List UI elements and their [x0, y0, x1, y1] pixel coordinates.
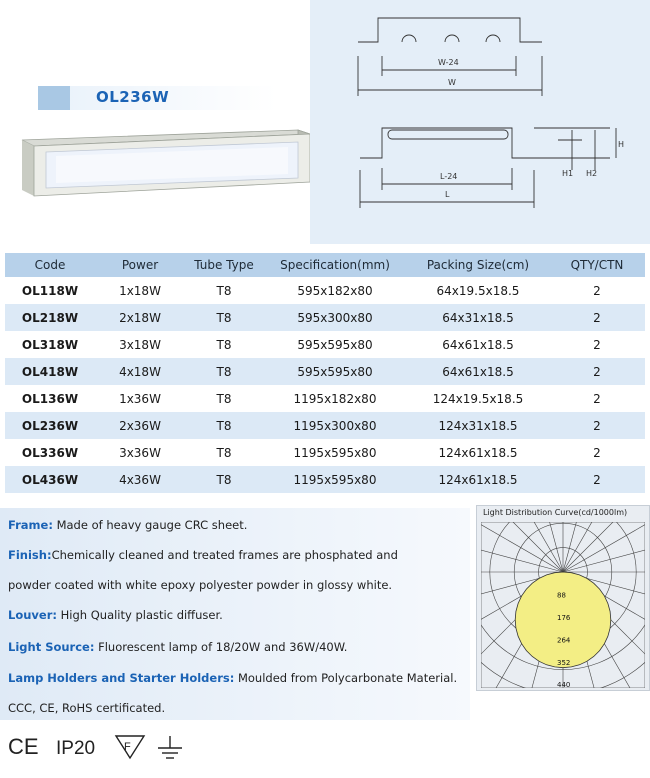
- certification-line: CCC, CE, RoHS certificated.: [8, 701, 166, 715]
- cell-code: OL418W: [5, 358, 95, 385]
- dim-label-h: H: [618, 140, 625, 149]
- col-header-power: Power: [95, 253, 185, 277]
- ce-mark-icon: CE: [8, 734, 39, 759]
- ground-symbol-icon: [158, 736, 182, 758]
- cell-qty: 2: [593, 445, 601, 460]
- dim-label-w24: W-24: [438, 58, 459, 67]
- cell-code: OL336W: [21, 445, 79, 460]
- polar-spoke: [563, 518, 649, 572]
- col-header-packing-size: Packing Size(cm): [407, 253, 549, 277]
- cell-code: OL436W: [5, 466, 95, 493]
- polar-ring-label: 264: [557, 636, 571, 645]
- cell-packing-size: 124x19.5x18.5: [432, 391, 524, 406]
- holders-text: Moulded from Polycarbonate Material.: [234, 671, 458, 685]
- dim-label-h2: H2: [586, 169, 598, 178]
- cell-power: 1x18W: [119, 283, 161, 298]
- cell-tube-type: T8: [216, 391, 232, 406]
- cell-power: 2x36W: [95, 412, 185, 439]
- cell-qty: 2: [549, 412, 645, 439]
- cell-specification: 1195x595x80: [293, 445, 377, 460]
- col-header-code: Code: [5, 253, 95, 277]
- polar-spoke: [563, 518, 649, 572]
- frame-label: Frame:: [8, 518, 53, 532]
- cell-tube-type: T8: [185, 358, 263, 385]
- tube-sockets: [402, 35, 500, 42]
- polar-ring-label: 88: [557, 591, 566, 600]
- cell-specification: 1195x595x80: [263, 466, 407, 493]
- cell-code: OL218W: [5, 304, 95, 331]
- dim-label-h1: H1: [562, 169, 574, 178]
- cell-specification: 1195x182x80: [293, 391, 377, 406]
- cell-power: 4x36W: [95, 466, 185, 493]
- cell-packing-size: 64x31x18.5: [407, 304, 549, 331]
- louver-label: Louver:: [8, 608, 57, 622]
- ip20-label: IP20: [56, 738, 96, 759]
- cell-power: 3x36W: [119, 445, 161, 460]
- spec-table: [5, 253, 645, 493]
- table-row: [5, 385, 645, 412]
- polar-spoke: [477, 518, 563, 572]
- cell-code: OL136W: [21, 391, 79, 406]
- finish-line: [8, 548, 398, 562]
- cell-packing-size: 64x19.5x18.5: [436, 283, 520, 298]
- certification-marks: [8, 732, 208, 762]
- cell-qty: 2: [549, 466, 645, 493]
- table-row: [5, 358, 645, 385]
- light-source-label: Light Source:: [8, 640, 95, 654]
- f-mark-icon: [116, 736, 144, 758]
- col-header-tube-type: Tube Type: [185, 253, 263, 277]
- polar-spoke: [477, 518, 563, 572]
- polar-spoke: [477, 518, 563, 572]
- cell-specification: 595x300x80: [263, 304, 407, 331]
- cell-tube-type: T8: [216, 337, 232, 352]
- fixture-image: [12, 128, 312, 198]
- finish-line-2: powder coated with white epoxy polyester powder in glossy white.: [8, 578, 393, 592]
- cell-power: 4x18W: [95, 358, 185, 385]
- table-row: [5, 439, 645, 466]
- model-label-swatch: [38, 86, 70, 110]
- model-title: OL236W: [96, 88, 170, 106]
- dim-label-l24: L-24: [440, 172, 458, 181]
- cell-specification: 595x595x80: [297, 337, 373, 352]
- louver-text: High Quality plastic diffuser.: [56, 608, 223, 622]
- cell-packing-size: 124x61x18.5: [438, 445, 518, 460]
- finish-text: Chemically cleaned and treated frames are phosphated and: [51, 548, 398, 562]
- cell-code: OL236W: [5, 412, 95, 439]
- cell-qty: 2: [549, 304, 645, 331]
- table-row: [5, 277, 645, 304]
- dimension-drawing: [310, 0, 650, 244]
- cell-tube-type: T8: [185, 412, 263, 439]
- table-header-row: [5, 253, 645, 277]
- light-distribution-chart: [476, 505, 650, 691]
- cell-qty: 2: [593, 283, 601, 298]
- cell-packing-size: 64x61x18.5: [442, 337, 514, 352]
- holders-line: [8, 671, 457, 685]
- cell-power: 3x18W: [119, 337, 161, 352]
- polar-spoke: [563, 518, 649, 572]
- description-block: [0, 508, 470, 720]
- cell-qty: 2: [549, 358, 645, 385]
- dim-label-l: L: [445, 190, 450, 199]
- cell-packing-size: 124x31x18.5: [407, 412, 549, 439]
- cell-specification: 1195x300x80: [263, 412, 407, 439]
- polar-ring-label: 176: [557, 613, 571, 622]
- finish-label: Finish:: [8, 548, 52, 562]
- cell-power: 1x36W: [119, 391, 161, 406]
- cell-tube-type: T8: [185, 304, 263, 331]
- louver-line: [8, 608, 223, 622]
- table-row: [5, 412, 645, 439]
- cell-power: 2x18W: [95, 304, 185, 331]
- polar-ring-label: 440: [557, 681, 571, 690]
- cell-tube-type: T8: [216, 283, 232, 298]
- polar-spoke: [563, 518, 649, 572]
- frame-line: [8, 518, 247, 532]
- frame-text: Made of heavy gauge CRC sheet.: [52, 518, 248, 532]
- cell-code: OL118W: [21, 283, 79, 298]
- polar-ring-label: 352: [557, 658, 571, 667]
- cell-qty: 2: [593, 337, 601, 352]
- cell-qty: 2: [593, 391, 601, 406]
- dimension-drawing-panel: [310, 0, 650, 244]
- chart-title: Light Distribution Curve(cd/1000lm): [483, 508, 628, 517]
- table-row: [5, 466, 645, 493]
- holders-label: Lamp Holders and Starter Holders:: [8, 671, 235, 685]
- cell-tube-type: T8: [185, 466, 263, 493]
- polar-spoke: [477, 518, 563, 572]
- cert-marks-svg: [8, 732, 208, 762]
- cell-packing-size: 124x61x18.5: [407, 466, 549, 493]
- cell-tube-type: T8: [216, 445, 232, 460]
- cell-packing-size: 64x61x18.5: [407, 358, 549, 385]
- dim-label-w: W: [448, 78, 456, 87]
- table-row: [5, 331, 645, 358]
- profile-outline-top: [358, 18, 542, 42]
- svg-text:F: F: [124, 741, 131, 753]
- light-source-text: Fluorescent lamp of 18/20W and 36W/40W.: [94, 640, 348, 654]
- cell-code: OL318W: [21, 337, 79, 352]
- cell-specification: 595x182x80: [297, 283, 373, 298]
- cell-specification: 595x595x80: [263, 358, 407, 385]
- table-row: [5, 304, 645, 331]
- light-source-line: [8, 640, 347, 654]
- polar-plot: [477, 518, 649, 690]
- col-header-specification: Specification(mm): [263, 253, 407, 277]
- col-header-qty: QTY/CTN: [549, 253, 645, 277]
